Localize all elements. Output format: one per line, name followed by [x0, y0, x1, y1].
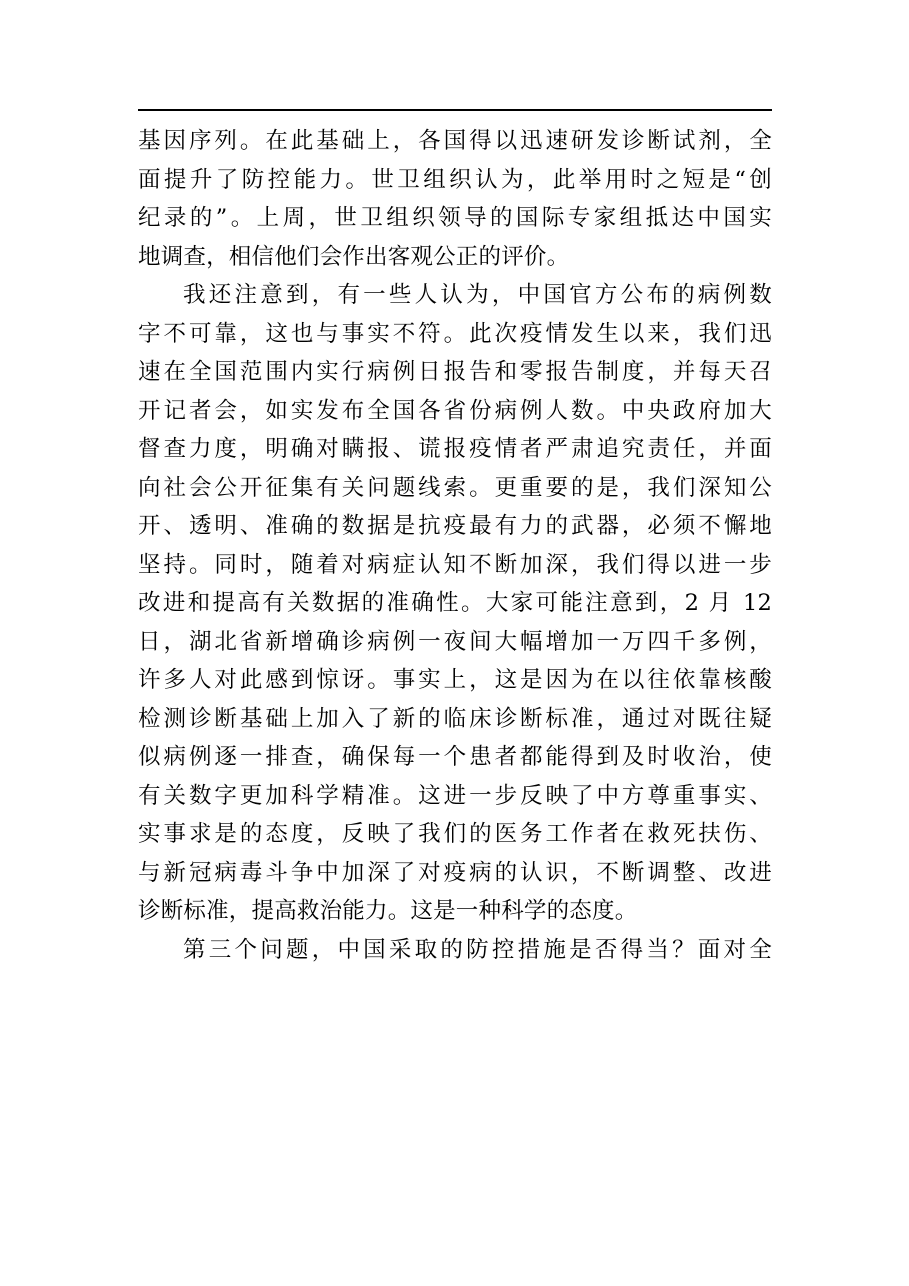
text-line: 地调查，相信他们会作出客观公正的评价。: [138, 243, 570, 270]
text-line: 开、透明、准确的数据是抗疫最有力的武器，必须不懈地: [138, 513, 772, 539]
paragraph-1: [138, 122, 772, 276]
text-line: 日，湖北省新增确诊病例一夜间大幅增加一万四千多例，: [138, 628, 772, 655]
text-line: 开记者会，如实发布全国各省份病例人数。中央政府加大: [138, 397, 772, 424]
text-line: 许多人对此感到惊讶。事实上，这是因为在以往依靠核酸: [138, 667, 772, 693]
document-body: [138, 122, 772, 969]
text-line: 字不可靠，这也与事实不符。此次疫情发生以来，我们迅: [138, 320, 772, 347]
text-line: 坚持。同时，随着对病症认知不断加深，我们得以进一步: [138, 551, 772, 578]
text-line: 向社会公开征集有关问题线索。更重要的是，我们深知公: [138, 474, 772, 501]
text-line: 诊断标准，提高救治能力。这是一种科学的态度。: [138, 898, 638, 924]
text-line: 似病例逐一排查，确保每一个患者都能得到及时收治，使: [138, 744, 772, 770]
text-line: 实事求是的态度，反映了我们的医务工作者在救死扶伤、: [138, 821, 772, 847]
header-rule: [138, 109, 772, 111]
text-line: 我还注意到，有一些人认为，中国官方公布的病例数: [183, 282, 772, 308]
text-line: 检测诊断基础上加入了新的临床诊断标准，通过对既往疑: [138, 705, 772, 732]
text-line: 第三个问题，中国采取的防控措施是否得当？面对全: [183, 936, 772, 963]
text-line: 面提升了防控能力。世卫组织认为，此举用时之短是“创: [138, 166, 772, 193]
text-line: 督查力度，明确对瞒报、谎报疫情者严肃追究责任，并面: [138, 436, 772, 462]
paragraph-3: [138, 931, 772, 970]
text-line: 改进和提高有关数据的准确性。大家可能注意到，2 月 12: [138, 590, 772, 616]
text-line: 有关数字更加科学精准。这进一步反映了中方尊重事实、: [138, 782, 772, 809]
text-line: 速在全国范围内实行病例日报告和零报告制度，并每天召: [138, 359, 772, 385]
text-line: 基因序列。在此基础上，各国得以迅速研发诊断试剂，全: [138, 128, 772, 154]
text-line: 纪录的”。上周，世卫组织领导的国际专家组抵达中国实: [138, 205, 772, 231]
paragraph-2: [138, 276, 772, 931]
text-line: 与新冠病毒斗争中加深了对疫病的认识，不断调整、改进: [138, 859, 772, 886]
